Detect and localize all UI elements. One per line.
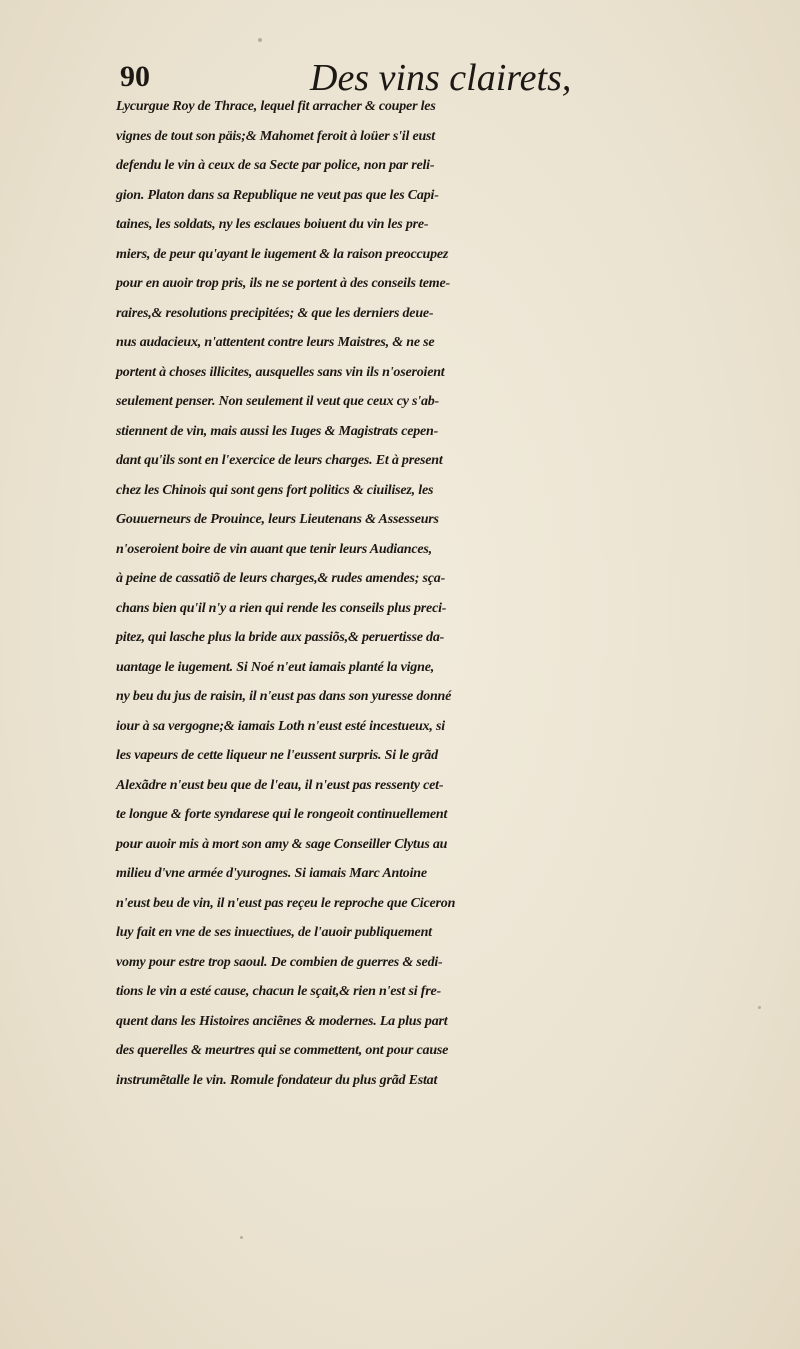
text-line: Gouuerneurs de Prouince, leurs Lieutenans & Assesseurs bbox=[116, 512, 439, 527]
text-line: te longue & forte syndarese qui le rongeoit continuellement bbox=[116, 807, 448, 822]
text-line: Alexãdre n'eust beu que de l'eau, il n'eust pas ressenty cet- bbox=[116, 777, 444, 793]
page-number: 90 bbox=[120, 60, 150, 93]
text-line: des querelles & meurtres qui se commettent, ont pour cause bbox=[116, 1043, 449, 1058]
text-line: portent à choses illicites, ausquelles sans vin ils n'oseroient bbox=[116, 364, 445, 380]
text-line: à peine de cassatiõ de leurs charges,& rudes amendes; sça- bbox=[116, 571, 446, 586]
text-line: seulement penser. Non seulement il veut que ceux cy s'ab- bbox=[116, 394, 440, 409]
text-line: vomy pour estre trop saoul. De combien de guerres & sedi- bbox=[116, 954, 443, 970]
text-line: taines, les soldats, ny les esclaues boiuent du vin les pre- bbox=[116, 217, 429, 232]
text-line: miers, de peur qu'ayant le iugement & la raison preoccupez bbox=[116, 246, 449, 262]
text-line: luy fait en vne de ses inuectiues, de l'auoir publiquement bbox=[116, 925, 432, 940]
text-line: milieu d'vne armée d'yurognes. Si iamais Marc Antoine bbox=[116, 866, 427, 881]
text-line: pour en auoir trop pris, ils ne se portent à des conseils teme- bbox=[116, 276, 450, 291]
text-line: raires,& resolutions precipitées; & que les derniers deue- bbox=[116, 305, 434, 321]
text-line: stiennent de vin, mais aussi les Iuges & Magistrats cepen- bbox=[116, 423, 439, 439]
running-title: Des vins clairets, bbox=[310, 57, 572, 99]
text-line: instrumẽtalle le vin. Romule fondateur du plus grãd Estat bbox=[116, 1072, 438, 1088]
text-line: chez les Chinois qui sont gens fort politics & ciuilisez, les bbox=[116, 482, 434, 498]
text-line: quent dans les Histoires anciẽnes & modernes. La plus part bbox=[116, 1013, 448, 1029]
text-line: pitez, qui lasche plus la bride aux passiõs,& peruertisse da- bbox=[116, 630, 445, 645]
text-line: tions le vin a esté cause, chacun le sçait,& rien n'est si fre- bbox=[116, 984, 441, 999]
text-line: defendu le vin à ceux de sa Secte par police, non par reli- bbox=[116, 158, 435, 173]
text-line: vignes de tout son päis;& Mahomet feroit à loüer s'il eust bbox=[116, 128, 435, 144]
text-line: nus audacieux, n'attentent contre leurs Maistres, & ne se bbox=[116, 335, 435, 350]
text-line: iour à sa vergogne;& iamais Loth n'eust esté incestueux, si bbox=[116, 718, 445, 734]
text-line: dant qu'ils sont en l'exercice de leurs charges. Et à present bbox=[116, 453, 443, 468]
text-line: gion. Platon dans sa Republique ne veut pas que les Capi- bbox=[116, 187, 439, 203]
text-line: uantage le iugement. Si Noé n'eut iamais planté la vigne, bbox=[116, 659, 435, 675]
paper-speck bbox=[758, 1006, 761, 1009]
text-line: ny beu du jus de raisin, il n'eust pas dans son yuresse donné bbox=[116, 689, 452, 704]
text-line: n'eust beu de vin, il n'eust pas reçeu le reproche que Ciceron bbox=[116, 895, 456, 911]
text-line: pour auoir mis à mort son amy & sage Conseiller Clytus au bbox=[116, 836, 448, 852]
text-line: Lycurgue Roy de Thrace, lequel fit arracher & couper les bbox=[116, 99, 436, 114]
text-line: n'oseroient boire de vin auant que tenir leurs Audiances, bbox=[116, 541, 432, 557]
body-text bbox=[116, 92, 800, 1095]
text-line: les vapeurs de cette liqueur ne l'eussent surpris. Si le grãd bbox=[116, 748, 438, 763]
text-line: chans bien qu'il n'y a rien qui rende les conseils plus preci- bbox=[116, 600, 447, 616]
paper-speck bbox=[258, 38, 262, 42]
paper-speck bbox=[240, 1236, 243, 1239]
